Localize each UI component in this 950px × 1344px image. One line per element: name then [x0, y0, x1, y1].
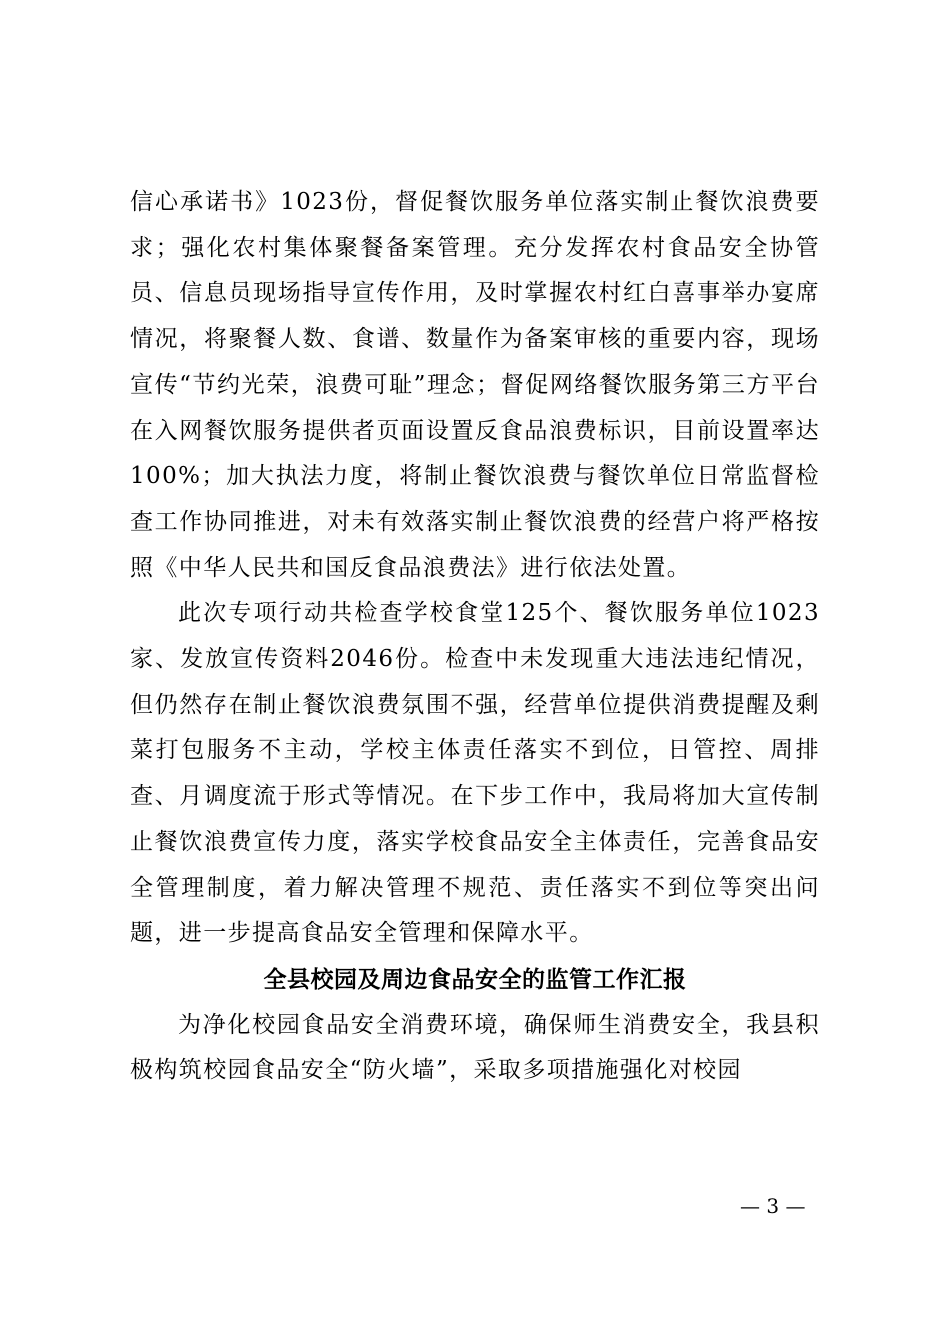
paragraph-intro: 为净化校园食品安全消费环境，确保师生消费安全，我县积极构筑校园食品安全“防火墙”，采取多项措施强化对校园	[130, 1011, 820, 1084]
paragraph-inspection-summary: 此次专项行动共检查学校食堂125个、餐饮服务单位1023家、发放宣传资料2046份。检查中未发现重大违法违纪情况，但仍然存在制止餐饮浪费氛围不强，经营单位提供消费提醒及剩菜打包服务不主动，学校主体责任落实不到位，日管控、周排查、月调度流于形式等情况。在下步工作中，我局将加大宣传制止餐饮浪费宣传力度，落实学校食品安全主体责任，完善食品安全管理制度，着力解决管理不规范、责任落实不到位等突出问题，进一步提高食品安全管理和保障水平。	[130, 600, 820, 947]
document-body	[130, 180, 820, 1094]
paragraph-continuation: 信心承诺书》1023份，督促餐饮服务单位落实制止餐饮浪费要求；强化农村集体聚餐备案管理。充分发挥农村食品安全协管员、信息员现场指导宣传作用，及时掌握农村红白喜事举办宴席情况，将聚餐人数、食谱、数量作为备案审核的重要内容，现场宣传“节约光荣，浪费可耻”理念；督促网络餐饮服务第三方平台在入网餐饮服务提供者页面设置反食品浪费标识，目前设置率达100%；加大执法力度，将制止餐饮浪费与餐饮单位日常监督检查工作协同推进，对未有效落实制止餐饮浪费的经营户将严格按照《中华人民共和国反食品浪费法》进行依法处置。	[130, 189, 820, 581]
section-heading: 全县校园及周边食品安全的监管工作汇报	[263, 965, 687, 993]
page-number: — 3 —	[740, 1194, 806, 1218]
